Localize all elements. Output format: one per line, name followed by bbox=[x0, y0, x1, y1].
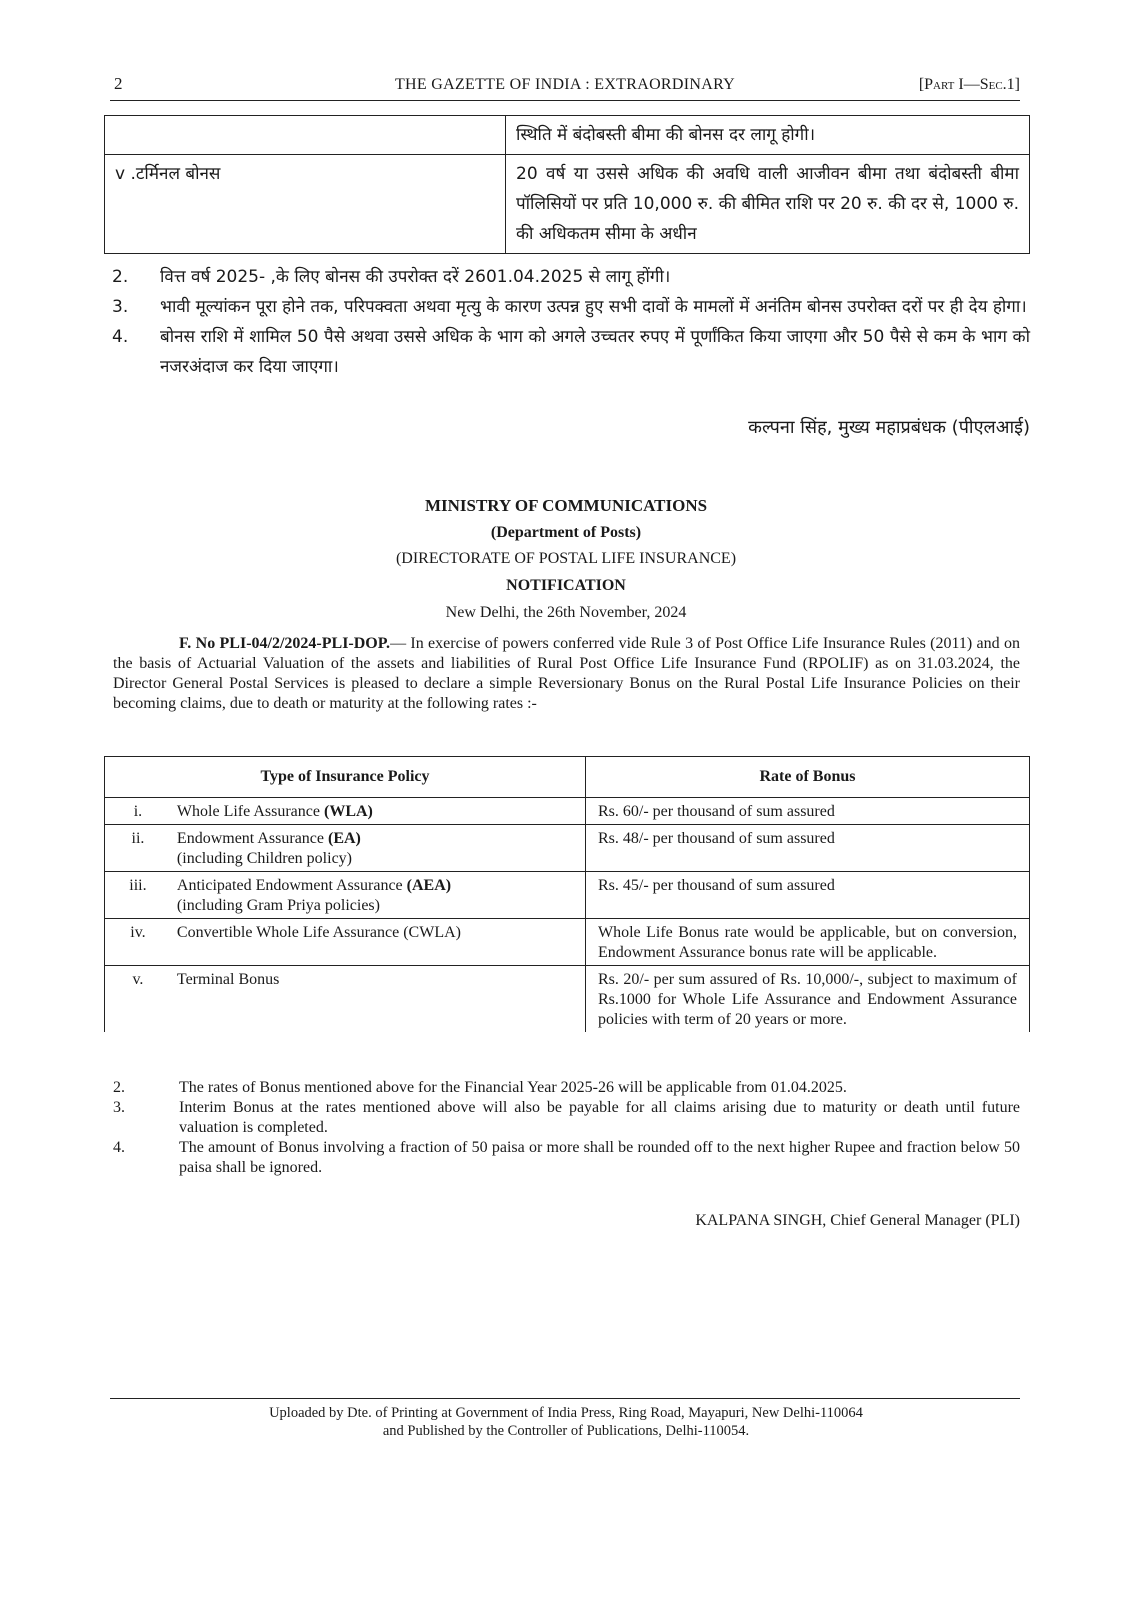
policy-type bbox=[171, 825, 586, 872]
item-text: वित्त वर्ष 2025- ,के लिए बोनस की उपरोक्त दरें 2601.04.2025 से लागू होंगी। bbox=[160, 267, 671, 287]
list-item bbox=[113, 1138, 1020, 1178]
bonus-rate: Rs. 45/- per thousand of sum assured bbox=[586, 872, 1030, 919]
item-number: 4. bbox=[113, 1139, 125, 1156]
item-text: The rates of Bonus mentioned above for the Financial Year 2025-26 will be applicable from 01.04.2025. bbox=[179, 1079, 847, 1096]
bonus-rate: Rs. 60/- per thousand of sum assured bbox=[586, 798, 1030, 825]
table-cell: v .टर्मिनल बोनस bbox=[105, 155, 506, 254]
list-item bbox=[112, 262, 1030, 292]
bonus-rate: Whole Life Bonus rate would be applicable, but on conversion, Endowment Assurance bonus rate will be applicable. bbox=[586, 919, 1030, 966]
table-cell: स्थिति में बंदोबस्ती बीमा की बोनस दर लागू होगी। bbox=[506, 116, 1030, 155]
row-number: iii. bbox=[105, 872, 171, 919]
notification-title: NOTIFICATION bbox=[506, 577, 626, 594]
item-text: बोनस राशि में शामिल 50 पैसे अथवा उससे अधिक के भाग को अगले उच्चतर रुपए में पूर्णांकित किया जाएगा और 50 पैसे से कम के भाग को नजरअंदाज कर दिया जाएगा। bbox=[160, 327, 1030, 377]
list-item bbox=[113, 1098, 1020, 1138]
part-section: [Part I—Sec.1] bbox=[918, 76, 1020, 93]
item-text: The amount of Bonus involving a fraction of 50 paisa or more shall be rounded off to the next higher Rupee and fraction below 50 paisa shall be ignored. bbox=[179, 1139, 1020, 1176]
ministry-heading: MINISTRY OF COMMUNICATIONS bbox=[424, 496, 708, 515]
english-signature: KALPANA SINGH, Chief General Manager (PLI) bbox=[695, 1212, 1020, 1229]
policy-name: Anticipated Endowment Assurance bbox=[176, 877, 407, 894]
page-number: 2 bbox=[114, 74, 123, 93]
table-row bbox=[105, 872, 1030, 919]
bonus-rate: Rs. 20/- per sum assured of Rs. 10,000/-, subject to maximum of Rs.1000 for Whole Life Assurance and Endowment Assurance policies with term of 20 years or more. bbox=[586, 966, 1030, 1033]
table-row bbox=[105, 966, 1030, 1033]
policy-type: Terminal Bonus bbox=[171, 966, 586, 1033]
date-line: New Delhi, the 26th November, 2024 bbox=[445, 604, 687, 621]
english-points bbox=[113, 1078, 1020, 1178]
page-header bbox=[110, 74, 1020, 98]
policy-note: (including Gram Priya policies) bbox=[176, 897, 380, 914]
hindi-points bbox=[112, 262, 1030, 382]
notification-intro bbox=[113, 634, 1020, 714]
list-item bbox=[112, 292, 1030, 322]
row-number: iv. bbox=[105, 919, 171, 966]
item-number: 3. bbox=[113, 1099, 125, 1116]
table-cell bbox=[105, 116, 506, 155]
footer-rule bbox=[110, 1398, 1020, 1399]
row-number: i. bbox=[105, 798, 171, 825]
bonus-rate-table bbox=[104, 756, 1030, 1032]
policy-name: Endowment Assurance bbox=[176, 830, 328, 847]
policy-abbr: (AEA) bbox=[406, 877, 452, 894]
item-number: 2. bbox=[113, 1079, 125, 1096]
gazette-title: THE GAZETTE OF INDIA : EXTRAORDINARY bbox=[394, 76, 736, 93]
item-number: 2. bbox=[112, 267, 129, 287]
bonus-rate: Rs. 48/- per thousand of sum assured bbox=[586, 825, 1030, 872]
item-text: Interim Bonus at the rates mentioned above will also be payable for all claims arising due to maturity or death until future valuation is completed. bbox=[179, 1099, 1020, 1136]
policy-name: Whole Life Assurance bbox=[176, 803, 324, 820]
department-heading: (Department of Posts) bbox=[490, 524, 642, 541]
row-number: ii. bbox=[105, 825, 171, 872]
list-item bbox=[112, 322, 1030, 382]
row-number: v. bbox=[105, 966, 171, 1033]
intro-text: — In exercise of powers conferred vide Rule 3 of Post Office Life Insurance Rules (2011) and on the basis of Actuarial Valuation of the assets and liabilities of Rural Post Office Life Insurance Fund (RPOLIF) as on 31.03.2024, the Director General Postal Services is pleased to declare a simple Reversionary Bonus on the Rural Postal Life Insurance Policies on their becoming claims, due to death or maturity at the following rates :- bbox=[113, 635, 1020, 712]
table-row bbox=[105, 116, 1030, 155]
item-text: भावी मूल्यांकन पूरा होने तक, परिपक्वता अथवा मृत्यु के कारण उत्पन्न हुए सभी दावों के मामलों में अनंतिम बोनस उपरोक्त दरों पर ही देय होगा। bbox=[160, 297, 1027, 317]
table-cell: 20 वर्ष या उससे अधिक की अवधि वाली आजीवन बीमा तथा बंदोबस्ती बीमा पॉलिसियों पर प्रति 10,000 रु. की बीमित राशि पर 20 रु. की दर से, 1000 रु. की अधिकतम सीमा के अधीन bbox=[506, 155, 1030, 254]
policy-type bbox=[171, 872, 586, 919]
policy-abbr: (WLA) bbox=[323, 803, 373, 820]
policy-abbr: (EA) bbox=[328, 830, 361, 847]
item-number: 4. bbox=[112, 327, 129, 347]
header-rule bbox=[110, 100, 1020, 101]
table-row bbox=[105, 919, 1030, 966]
policy-note: (including Children policy) bbox=[176, 850, 352, 867]
hindi-signature: कल्पना सिंह, मुख्य महाप्रबंधक (पीएलआई) bbox=[748, 417, 1030, 438]
page-footer bbox=[0, 1404, 1132, 1440]
list-item bbox=[113, 1078, 1020, 1098]
table-header-row bbox=[105, 757, 1030, 798]
column-header: Rate of Bonus bbox=[586, 757, 1030, 798]
hindi-bonus-table bbox=[104, 115, 1030, 254]
column-header: Type of Insurance Policy bbox=[105, 757, 586, 798]
policy-type: Convertible Whole Life Assurance (CWLA) bbox=[171, 919, 586, 966]
directorate-heading: (DIRECTORATE OF POSTAL LIFE INSURANCE) bbox=[395, 550, 737, 567]
table-row bbox=[105, 155, 1030, 254]
footer-line: Uploaded by Dte. of Printing at Government of India Press, Ring Road, Mayapuri, New Delhi-110064 bbox=[269, 1405, 863, 1421]
item-number: 3. bbox=[112, 297, 129, 317]
footer-line: and Published by the Controller of Publications, Delhi-110054. bbox=[382, 1423, 750, 1439]
table-row bbox=[105, 825, 1030, 872]
policy-type bbox=[171, 798, 586, 825]
table-row bbox=[105, 798, 1030, 825]
file-number: F. No PLI-04/2/2024-PLI-DOP. bbox=[179, 635, 391, 652]
